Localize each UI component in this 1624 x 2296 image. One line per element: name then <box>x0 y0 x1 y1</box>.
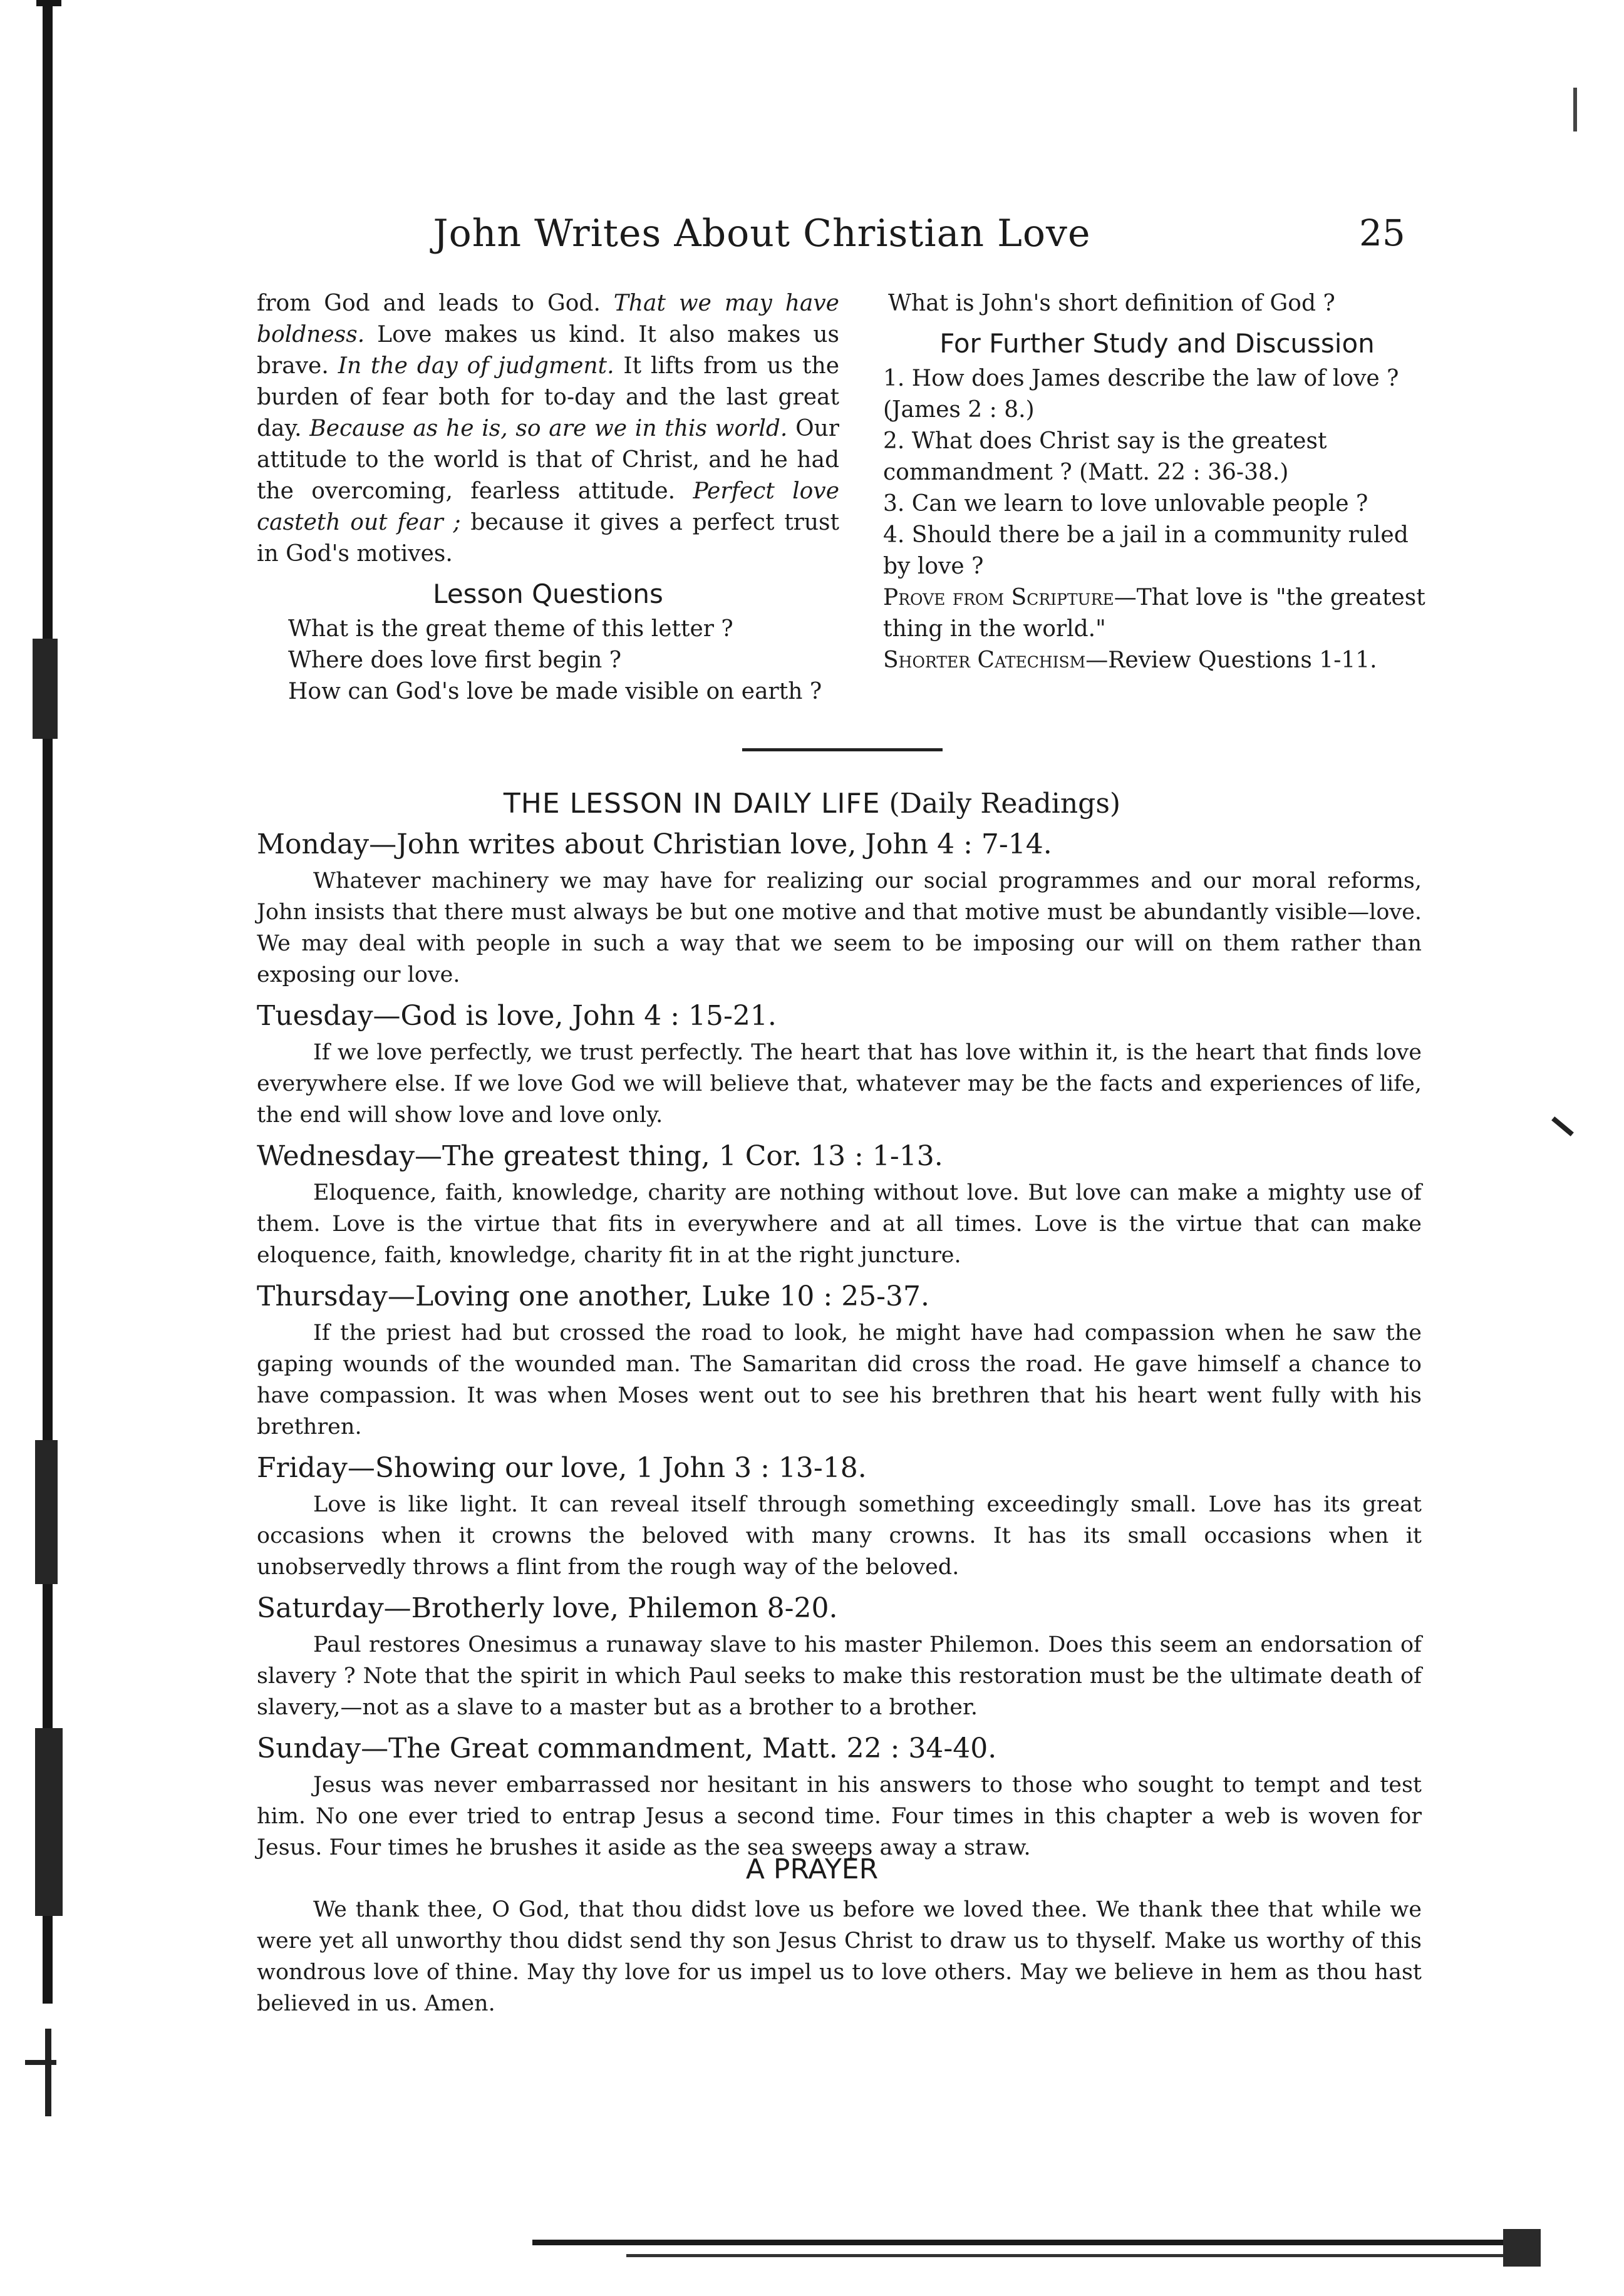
lesson-question: Where does love first begin ? <box>288 647 622 673</box>
prayer-body: We thank thee, O God, that thou didst love us before we loved thee. We thank thee that while we were yet all unworthy thou didst send thy son Jesus Christ to draw us to thyself. Make us worthy of this wondrous love of thine. May thy love for us impel us to love others. May we believe in hem as thou hast believed in us. Amen. <box>257 1897 1422 2016</box>
study-item: 3. Can we learn to love unlovable people ? <box>883 491 1368 517</box>
reading-day: Sunday—The Great commandment, Matt. 22 : 34-40. <box>257 1732 997 1764</box>
italic-quote: Perfect love casteth out fear ; <box>257 478 840 535</box>
prove-text: —That love is "the greatest thing in the world." <box>883 585 1425 642</box>
intro-paragraph <box>257 288 839 570</box>
reading-monday <box>257 826 1422 991</box>
lesson-question: How can God's love be made visible on earth ? <box>288 679 822 704</box>
reading-body: Jesus was never embarrassed nor hesitant in his answers to those who sought to tempt and test him. No one ever tried to entrap Jesus a second time. Four times in this chapter a web is woven for Jesus. Four times he brushes it aside as the sea sweeps away a straw. <box>257 1773 1422 1860</box>
prayer-title: A PRAYER <box>745 1853 879 1885</box>
shorter-catechism <box>883 645 1431 676</box>
prove-from-scripture <box>883 582 1431 645</box>
reading-body: Paul restores Onesimus a runaway slave to his master Philemon. Does this seem an endorsation of slavery ? Note that the spirit in which Paul seeks to make this restoration must be the ultimate death of slavery,—not as a slave to a master but as a brother to a brother. <box>257 1632 1422 1720</box>
daily-life-heading-rest: (Daily Readings) <box>880 788 1121 820</box>
lesson-question-list <box>257 614 839 708</box>
catechism-text: —Review Questions 1-11. <box>1085 647 1377 673</box>
reading-wednesday <box>257 1138 1422 1271</box>
daily-life-heading-caps: THE LESSON IN DAILY LIFE <box>503 788 881 820</box>
italic-quote: Because as he is, so are we in this world. <box>309 416 788 441</box>
further-study-heading: For Further Study and Discussion <box>939 328 1375 359</box>
paragraph-text: Our attitude to the world is that of Christ, and he had the overcoming, fearless attitude. <box>257 416 840 504</box>
reading-body: If the priest had but crossed the road to look, he might have had compassion when he saw the gaping wounds of the wounded man. The Samaritan did cross the road. He gave himself a chance to have compassion. It was when Moses went out to see his brethren that his heart went fully with his brethren. <box>257 1320 1422 1439</box>
reading-tuesday <box>257 998 1422 1131</box>
right-column <box>883 288 1431 676</box>
reading-day: Thursday—Loving one another, Luke 10 : 25-37. <box>257 1280 930 1312</box>
paragraph-text: Love makes us kind. It also makes us brave. <box>257 322 839 379</box>
paragraph-text: because it gives a perfect trust in God's motives. <box>257 510 839 567</box>
running-head-title: John Writes About Christian Love <box>433 212 1091 255</box>
lesson-question: What is the great theme of this letter ? <box>288 616 733 642</box>
italic-quote: In the day of judgment. <box>338 353 614 379</box>
section-divider <box>742 748 943 751</box>
definition-question: What is John's short definition of God ? <box>888 291 1335 316</box>
reading-day: Wednesday—The greatest thing, 1 Cor. 13 : 1-13. <box>257 1140 943 1172</box>
lesson-questions-heading: Lesson Questions <box>433 579 663 609</box>
reading-day: Monday—John writes about Christian love, John 4 : 7-14. <box>257 828 1052 860</box>
prove-label: Prove from Scripture <box>883 585 1114 610</box>
reading-day: Tuesday—God is love, John 4 : 15-21. <box>257 1000 777 1032</box>
reading-body: Whatever machinery we may have for realizing our social programmes and our moral reforms, John insists that there must always be but one motive and that motive must be abundantly visible—love. We may deal with people in such a way that we seem to be imposing our will on them rather than exposing our love. <box>257 868 1422 987</box>
paragraph-text: from God and leads to God. <box>257 291 614 316</box>
study-item: 4. Should there be a jail in a community ruled by love ? <box>883 522 1409 579</box>
reading-thursday <box>257 1279 1422 1443</box>
reading-friday <box>257 1450 1422 1583</box>
catechism-label: Shorter Catechism <box>883 647 1086 673</box>
page-number: 25 <box>1359 212 1405 254</box>
left-column <box>257 288 839 708</box>
paragraph-text: It lifts from us the burden of fear both for to-day and the last great day. <box>257 353 839 441</box>
reading-body: Love is like light. It can reveal itself through something exceedingly small. Love has its great occasions when it crowns the beloved with many crowns. It has its small occasions when it unobservedly throws a flint from the rough way of the beloved. <box>257 1492 1422 1580</box>
reading-day: Friday—Showing our love, 1 John 3 : 13-18. <box>257 1452 867 1484</box>
daily-readings <box>257 826 1422 1871</box>
reading-saturday <box>257 1590 1422 1723</box>
study-item: 2. What does Christ say is the greatest commandment ? (Matt. 22 : 36-38.) <box>883 428 1327 485</box>
study-item: 1. How does James describe the law of love ? (James 2 : 8.) <box>883 366 1399 423</box>
reading-body: If we love perfectly, we trust perfectly. The heart that has love within it, is the heart that finds love everywhere else. If we love God we will believe that, whatever may be the facts and experiences of life, the end will show love and love only. <box>257 1040 1422 1128</box>
italic-quote: That we may have boldness. <box>257 291 839 347</box>
reading-body: Eloquence, faith, knowledge, charity are nothing without love. But love can make a mighty use of them. Love is the virtue that fits in everywhere and at all times. Love is the virtue that can make eloquence, faith, knowledge, charity fit in at the right juncture. <box>257 1180 1422 1268</box>
reading-day: Saturday—Brotherly love, Philemon 8-20. <box>257 1592 838 1624</box>
reading-sunday <box>257 1731 1422 1863</box>
daily-life-heading <box>0 788 1624 820</box>
